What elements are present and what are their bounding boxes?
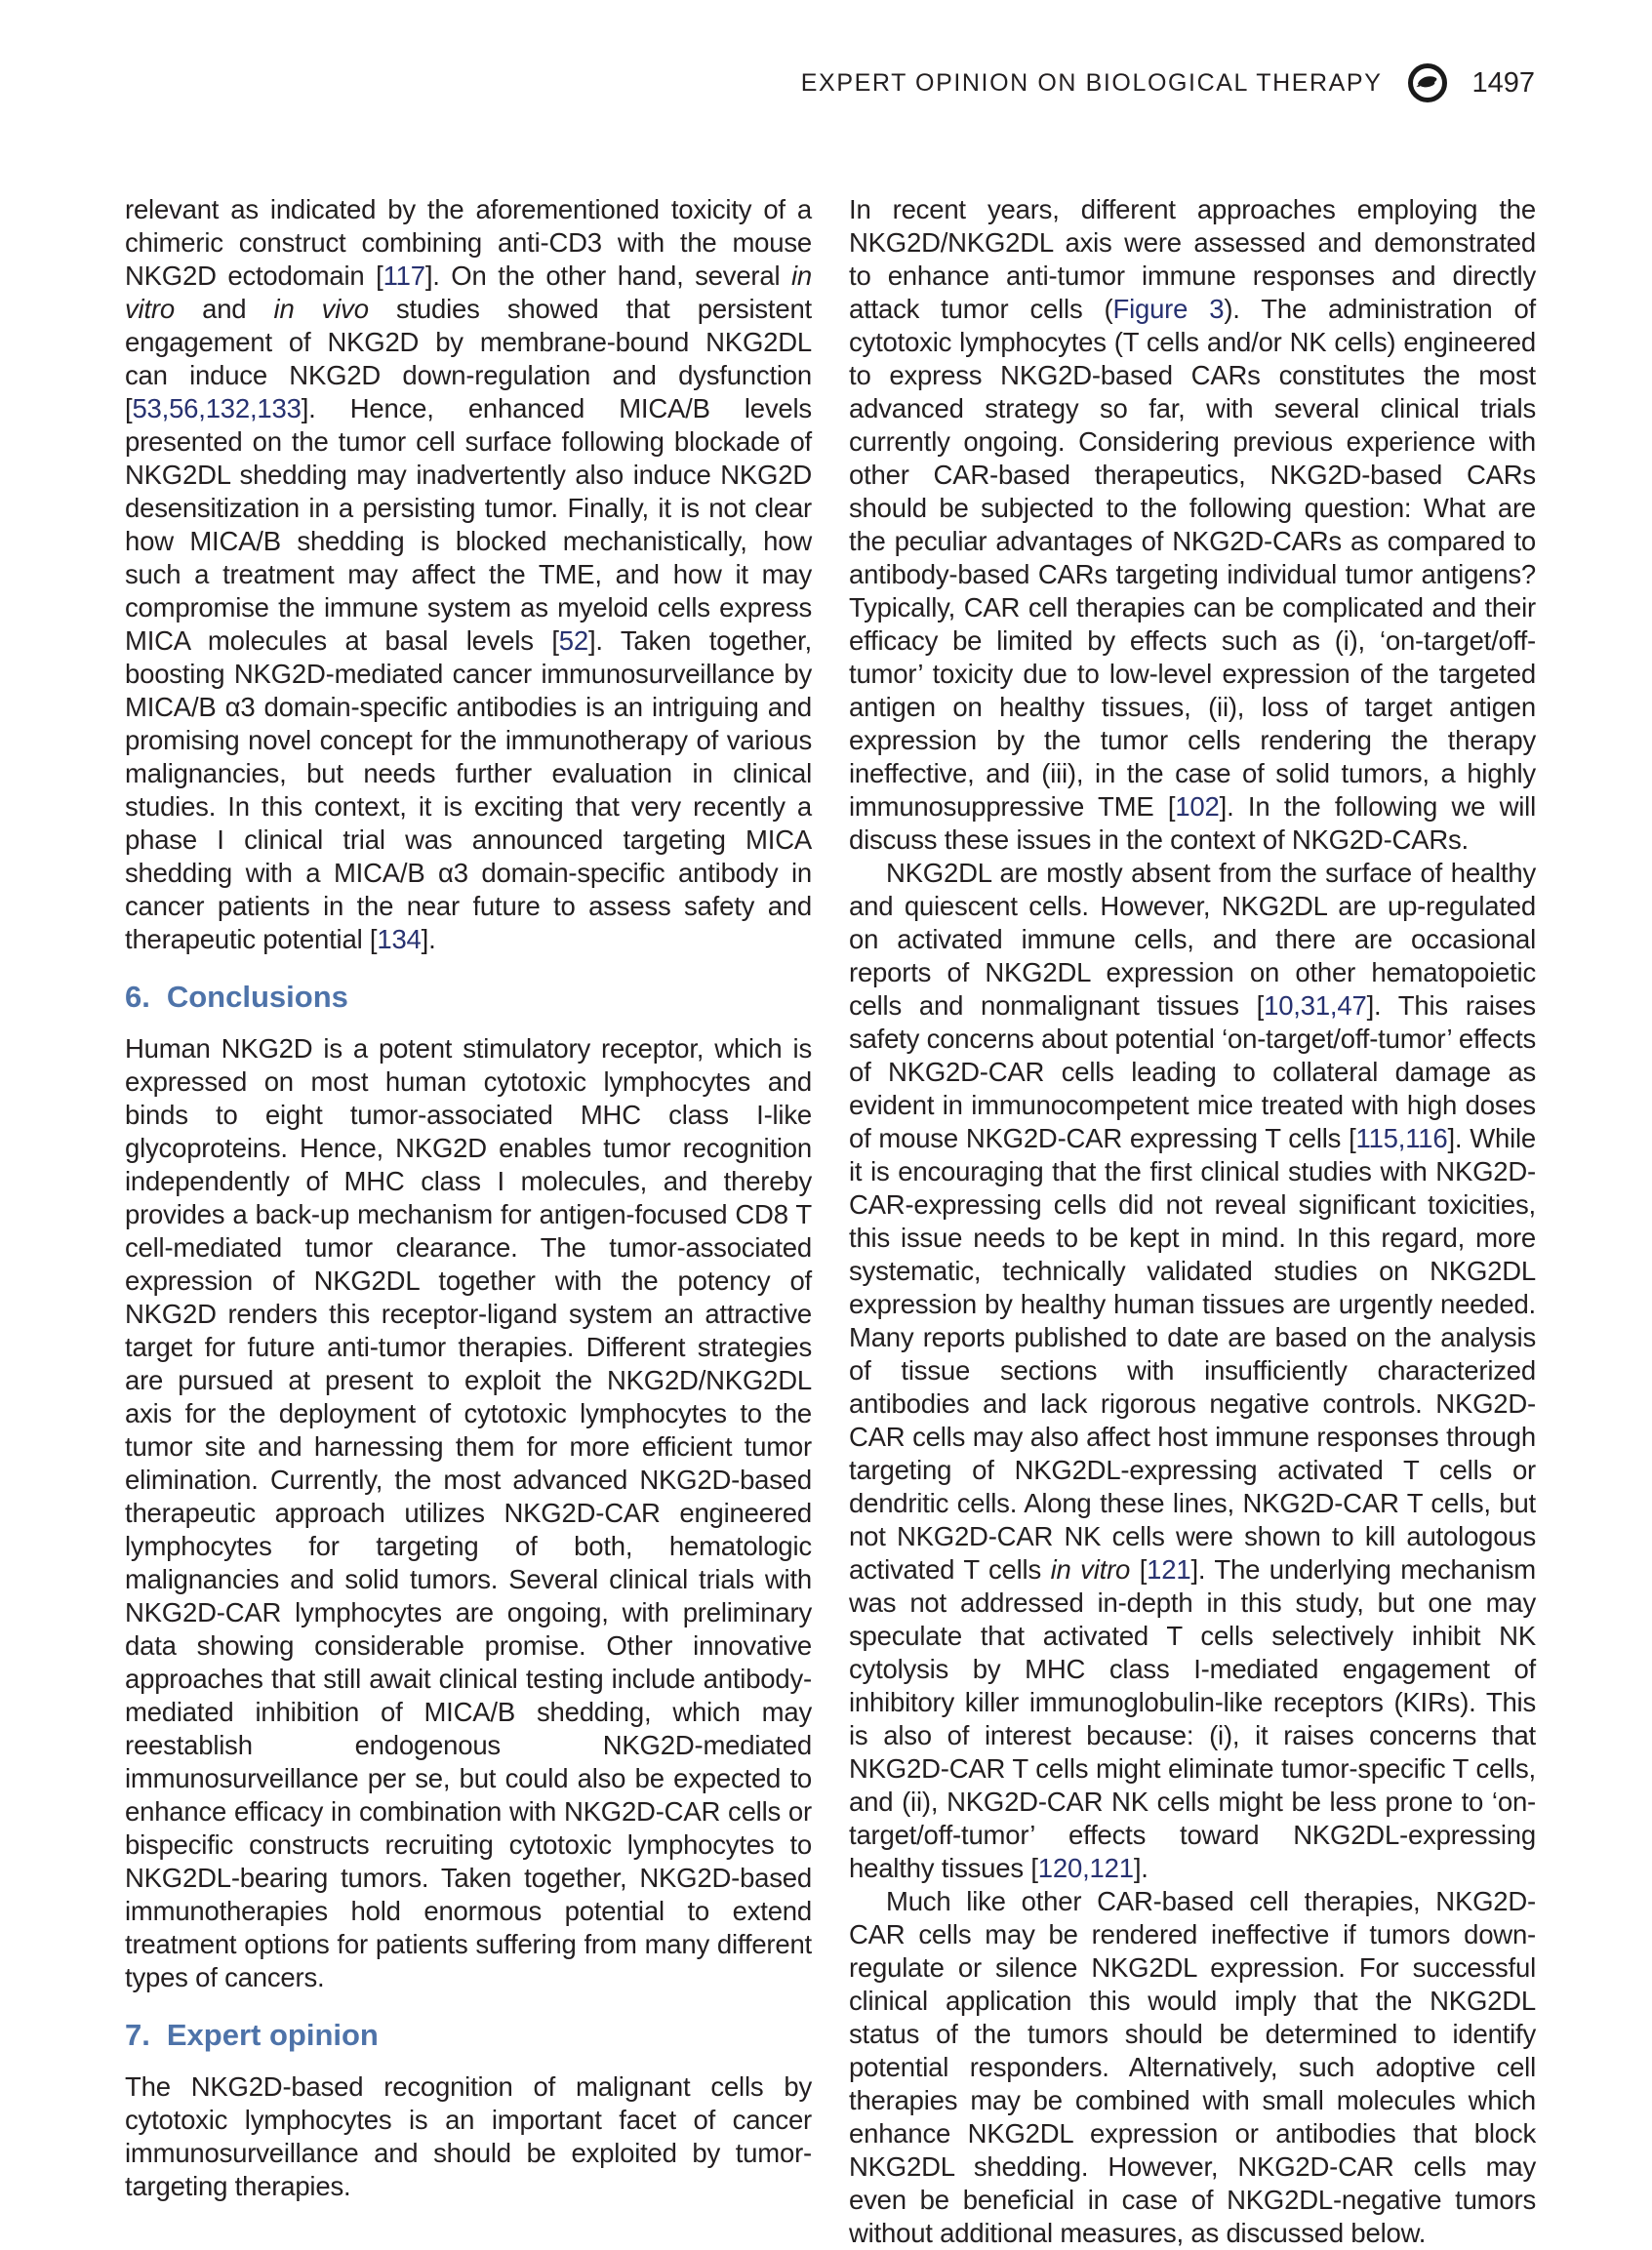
left-column xyxy=(125,193,812,2250)
paragraph-nkg2dl-safety xyxy=(849,857,1536,1885)
text-segment: Much like other CAR-based cell therapies, NKG2D-CAR cells may be rendered ineffective if tumors down-regulate or silence NKG2DL expression. For successful clinical application this would imply that the NKG2DL status of the tumors should be determined to identify potential responders. Alternatively, such adoptive cell therapies may be combined with small molecules which enhance NKG2DL expression or antibodies that block NKG2DL shedding. However, NKG2D-CAR cells may even be beneficial in case of NKG2DL-negative tumors without additional measures, as discussed below. xyxy=(849,1886,1536,2248)
text-segment: ]. Hence, enhanced MICA/B levels presented on the tumor cell surface following blockade of NKG2DL shedding may inadvertently also induce NKG2D desensitization in a persisting tumor. Finally, it is not clear how MICA/B shedding is blocked mechanistically, how such a treatment may affect the TME, and how it may compromise the immune system as myeloid cells express MICA molecules at basal levels [ xyxy=(125,393,812,656)
text-segment: in vitro xyxy=(125,261,813,324)
text-segment: ]. The underlying mechanism was not addressed in-depth in this study, but one may speculate that activated T cells selectively inhibit NK cytolysis by MHC class I-mediated engagement of inhibitory killer immunoglobulin-like receptors (KIRs). This is also of interest because: (i), it raises concerns that NKG2D-CAR T cells might eliminate tumor-specific T cells, and (ii), NKG2D-CAR NK cells might be less prone to ‘on-target/off-tumor’ effects toward NKG2DL-expressing healthy tissues [ xyxy=(849,1554,1536,1883)
citation-link[interactable]: 52 xyxy=(558,625,588,656)
citation-link[interactable]: 102 xyxy=(1175,791,1220,822)
journal-name: EXPERT OPINION ON BIOLOGICAL THERAPY xyxy=(800,68,1383,97)
section-number: 7. xyxy=(125,2018,150,2052)
citation-link[interactable]: 53,56,132,133 xyxy=(132,393,302,423)
text-segment: ). The administration of cytotoxic lymphocytes (T cells and/or NK cells) engineered to express NKG2D-based CARs constitutes the most advanced strategy so far, with several clinical trials currently ongoing. Considering previous experience with other CAR-based therapeutics, NKG2D-based CARs should be subjected to the following question: What are the peculiar advantages of NKG2D-CARs as compared to antibody-based CARs targeting individual tumor antigens? Typically, CAR cell therapies can be complicated and their efficacy be limited by effects such as (i), ‘on-target/off-tumor’ toxicity due to low-level expression of the targeted antigen on healthy tissues, (ii), loss of target antigen expression by the tumor cells rendering the therapy ineffective, and (iii), in the case of solid tumors, a highly immunosuppressive TME [ xyxy=(849,294,1536,822)
paragraph-nkg2d-approaches xyxy=(849,193,1536,857)
section-heading-expert-opinion xyxy=(125,2018,812,2053)
citation-link[interactable]: 117 xyxy=(383,261,425,291)
right-column xyxy=(849,193,1536,2250)
section-number: 6. xyxy=(125,980,150,1014)
citation-link[interactable]: Figure 3 xyxy=(1112,294,1225,324)
text-segment: NKG2DL are mostly absent from the surface of healthy and quiescent cells. However, NKG2DL are up-regulated on activated immune cells, and there are occasional reports of NKG2DL expression on other hematopoietic cells and nonmalignant tissues [ xyxy=(849,858,1536,1021)
taylor-francis-logo-icon xyxy=(1407,62,1448,103)
text-segment: The NKG2D-based recognition of malignant cells by cytotoxic lymphocytes is an important facet of cancer immunosurveillance and should be exploited by tumor-targeting therapies. xyxy=(125,2071,812,2201)
text-segment: ]. While it is encouraging that the first clinical studies with NKG2D-CAR-expressing cells did not reveal significant toxicities, this issue needs to be kept in mind. In this regard, more systematic, technically validated studies on NKG2DL expression by healthy human tissues are urgently needed. Many reports published to date are based on the analysis of tissue sections with insufficiently characterized antibodies and lack rigorous negative controls. NKG2D-CAR cells may also affect host immune responses through targeting of NKG2DL-expressing activated T cells or dendritic cells. Along these lines, NKG2D-CAR T cells, but not NKG2D-CAR NK cells were shown to kill autologous activated T cells xyxy=(849,1123,1536,1585)
text-segment: In recent years, different approaches employing the NKG2D/NKG2DL axis were assessed and demonstrated to enhance anti-tumor immune responses and directly attack tumor cells ( xyxy=(849,194,1536,324)
text-segment: ]. This raises safety concerns about potential ‘on-target/off-tumor’ effects of NKG2D-CAR cells leading to collateral damage as evident in immunocompetent mice treated with high doses of mouse NKG2D-CAR expressing T cells [ xyxy=(849,990,1536,1153)
text-segment: ]. xyxy=(1133,1853,1148,1883)
text-segment: in vitro xyxy=(1050,1554,1131,1585)
section-title: Conclusions xyxy=(166,980,348,1014)
two-column-body xyxy=(125,193,1537,2250)
citation-link[interactable]: 10,31,47 xyxy=(1264,990,1367,1021)
paragraph-car-resistance xyxy=(849,1885,1536,2250)
section-heading-conclusions xyxy=(125,980,812,1015)
text-segment: ]. In the following we will discuss these issues in the context of NKG2D-CARs. xyxy=(849,791,1536,855)
paragraph-continuation xyxy=(125,193,812,956)
paragraph-conclusions xyxy=(125,1032,812,1994)
section-title: Expert opinion xyxy=(166,2018,379,2052)
text-segment: studies showed that persistent engagement of NKG2D by membrane-bound NKG2DL can induce NKG2D down-regulation and dysfunction [ xyxy=(125,294,812,423)
text-segment: ]. On the other hand, several xyxy=(424,261,791,291)
citation-link[interactable]: 134 xyxy=(377,924,422,954)
citation-link[interactable]: 115,116 xyxy=(1355,1123,1448,1153)
page-header xyxy=(801,62,1535,103)
citation-link[interactable]: 121 xyxy=(1147,1554,1191,1585)
text-segment: and xyxy=(174,294,274,324)
text-segment: ]. xyxy=(421,924,436,954)
text-segment: [ xyxy=(1130,1554,1148,1585)
text-segment: in vivo xyxy=(273,294,369,324)
text-segment: relevant as indicated by the aforementioned toxicity of a chimeric construct combining anti-CD3 with the mouse NKG2D ectodomain [ xyxy=(125,194,812,291)
page-number: 1497 xyxy=(1471,66,1535,99)
citation-link[interactable]: 120,121 xyxy=(1037,1853,1134,1883)
text-segment: ]. Taken together, boosting NKG2D-mediated cancer immunosurveillance by MICA/B α3 domain-specific antibodies is an intriguing and promising novel concept for the immunotherapy of various malignancies, but needs further evaluation in clinical studies. In this context, it is exciting that very recently a phase I clinical trial was announced targeting MICA shedding with a MICA/B α3 domain-specific antibody in cancer patients in the near future to assess safety and therapeutic potential [ xyxy=(125,625,812,954)
text-segment: Human NKG2D is a potent stimulatory receptor, which is expressed on most human cytotoxic lymphocytes and binds to eight tumor-associated MHC class I-like glycoproteins. Hence, NKG2D enables tumor recognition independently of MHC class I molecules, and thereby provides a back-up mechanism for antigen-focused CD8 T cell-mediated tumor clearance. The tumor-associated expression of NKG2DL together with the potency of NKG2D renders this receptor-ligand system an attractive target for future anti-tumor therapies. Different strategies are pursued at present to exploit the NKG2D/NKG2DL axis for the deployment of cytotoxic lymphocytes to the tumor site and harnessing them for more efficient tumor elimination. Currently, the most advanced NKG2D-based therapeutic approach utilizes NKG2D-CAR engineered lymphocytes for targeting of both, hematologic malignancies and solid tumors. Several clinical trials with NKG2D-CAR lymphocytes are ongoing, with preliminary data showing considerable promise. Other innovative approaches that still await clinical testing include antibody-mediated inhibition of MICA/B shedding, which may reestablish endogenous NKG2D-mediated immunosurveillance per se, but could also be expected to enhance efficacy in combination with NKG2D-CAR cells or bispecific constructs recruiting cytotoxic lymphocytes to NKG2DL-bearing tumors. Taken together, NKG2D-based immunotherapies hold enormous potential to extend treatment options for patients suffering from many different types of cancers. xyxy=(125,1033,812,1992)
paragraph-expert-opinion xyxy=(125,2070,812,2203)
